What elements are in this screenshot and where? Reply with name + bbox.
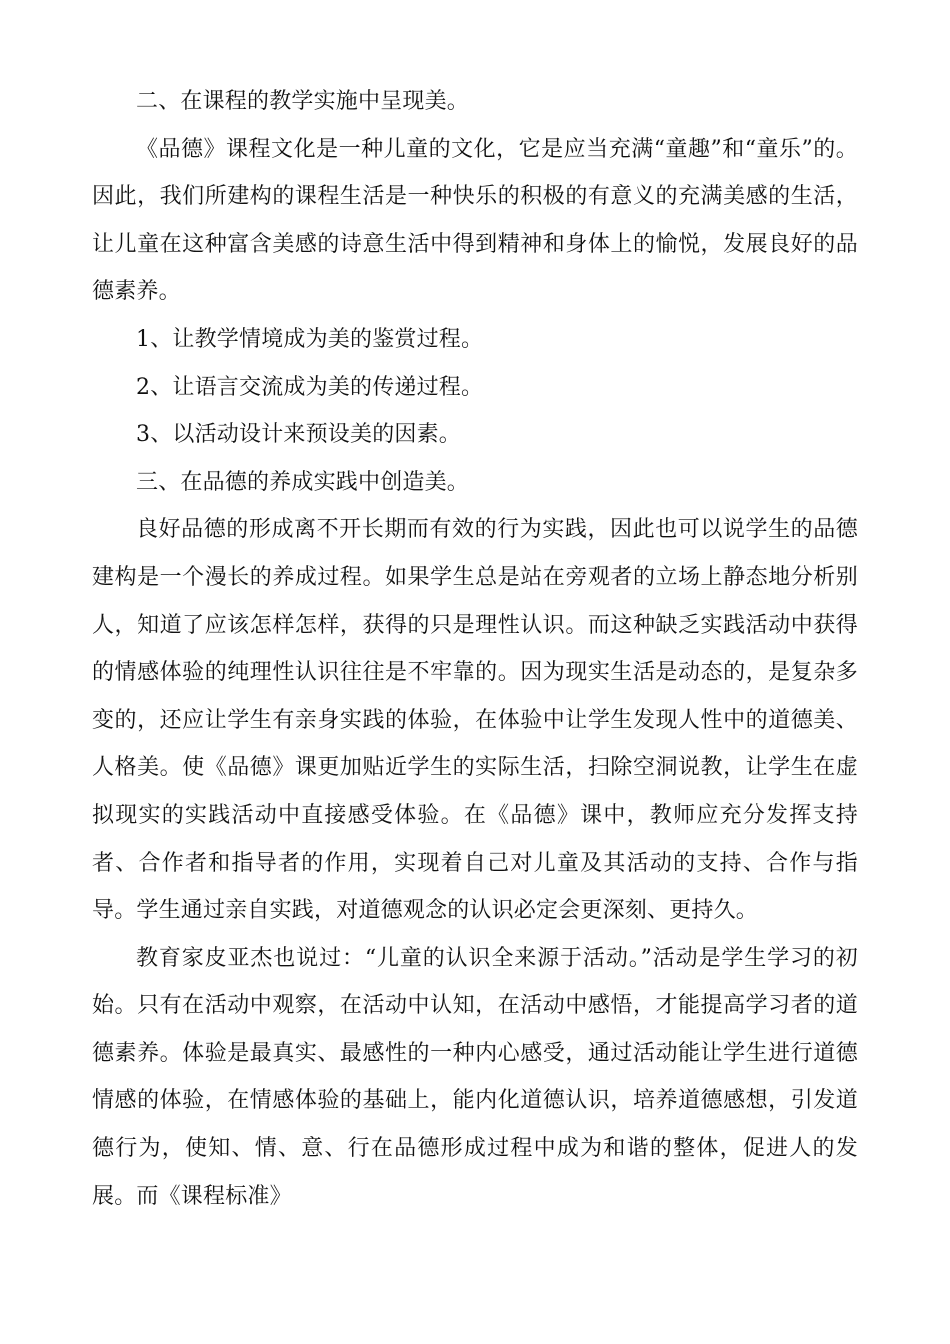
list-item-1: 1、让教学情境成为美的鉴赏过程。: [136, 326, 484, 352]
paragraph-practice: 良好品德的形成离不开长期而有效的行为实践，因此也可以说学生的品德建构是一个漫长的养成过程。如果学生总是站在旁观者的立场上静态地分析别人，知道了应该怎样怎样，获得的只是理性认识。而这种缺乏实践活动中获得的情感体验的纯理性认识往往是不牢靠的。因为现实生活是动态的，是复杂多变的，还应让学生有亲身实践的体验，在体验中让学生发现人性中的道德美、人格美。使《品德》课更加贴近学生的实际生活，扫除空洞说教，让学生在虚拟现实的实践活动中直接感受体验。在《品德》课中，教师应充分发挥支持者、合作者和指导者的作用，实现着自己对儿童及其活动的支持、合作与指导。学生通过亲自实践，对道德观念的认识必定会更深刻、更持久。: [92, 517, 858, 924]
list-item-3: 3、以活动设计来预设美的因素。: [136, 422, 461, 448]
paragraph-piaget: 教育家皮亚杰也说过：“儿童的认识全来源于活动。”活动是学生学习的初始。只有在活动中观察，在活动中认知，在活动中感悟，才能提高学习者的道德素养。体验是最真实、最感性的一种内心感受，通过活动能让学生进行道德情感的体验，在情感体验的基础上，能内化道德认识，培养道德感想，引发道德行为，使知、情、意、行在品德形成过程中成为和谐的整体，促进人的发展。而《课程标准》: [92, 945, 858, 1209]
heading-section-two: 二、在课程的教学实施中呈现美。: [136, 89, 470, 114]
paragraph-curriculum-culture: 《品德》课程文化是一种儿童的文化，它是应当充满“童趣”和“童乐”的。因此，我们所建构的课程生活是一种快乐的积极的有意义的充满美感的生活，让儿童在这种富含美感的诗意生活中得到精神和身体上的愉悦，发展良好的品德素养。: [92, 136, 858, 305]
heading-section-three: 三、在品德的养成实践中创造美。: [136, 469, 470, 495]
list-item-2: 2、让语言交流成为美的传递过程。: [136, 374, 484, 400]
